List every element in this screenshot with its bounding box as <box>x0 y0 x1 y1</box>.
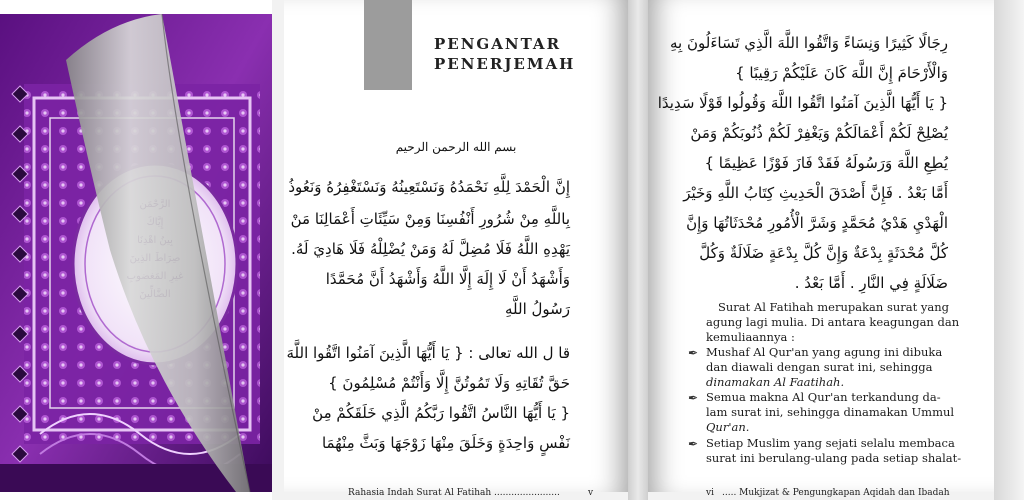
book-page-right[interactable] <box>648 0 994 498</box>
bullet-text-line: Qur'an. <box>706 420 750 434</box>
chapter-title-line1: PENGANTAR <box>434 35 562 53</box>
bullet-text-line: Semua makna Al Qur'an terkandung da- <box>706 390 941 404</box>
bullet-text-line: Mushaf Al Qur'an yang agung ini dibuka <box>706 345 943 359</box>
book-gutter <box>628 0 648 500</box>
arabic-line: وَأَشْهَدُ أَنْ لَا إِلَهَ إِلَّا اللَّهُ وَأَشْهَدُ أَنَّ مُحَمَّدًا <box>325 270 570 288</box>
quill-bullet-icon: ✒ <box>688 391 699 405</box>
quill-bullet-icon: ✒ <box>688 346 699 360</box>
bullet-text-line: Setiap Muslim yang sejati selalu membaca <box>706 436 955 450</box>
arabic-line: نَفْسٍ وَاحِدَةٍ وَخَلَقَ مِنْهَا زَوْجَهَا وَبَثَّ مِنْهُمَا <box>321 434 570 452</box>
bullet-text-line: dan diawali dengan surat ini, sehingga <box>706 360 933 374</box>
book-right-edge <box>994 0 1024 500</box>
chapter-title-line2: PENERJEMAH <box>434 55 576 73</box>
ebook-cover-page[interactable] <box>0 0 273 492</box>
arabic-line: كُلَّ مُحْدَثَةٍ بِدْعَةٌ وَإِنَّ كُلَّ بِدْعَةٍ ضَلَالَةٌ وَكُلَّ <box>699 244 948 262</box>
page-curl[interactable] <box>0 0 272 492</box>
body-text-line: kemuliaannya : <box>706 330 795 344</box>
arabic-line: بِاللَّهِ مِنْ شُرُورِ أَنْفُسِنَا وَمِنْ سَيِّئَاتِ أَعْمَالِنَا مَنْ <box>290 210 570 228</box>
bullet-text-line: lam surat ini, sehingga dinamakan Ummul <box>706 405 955 419</box>
page-number: v <box>588 488 594 498</box>
arabic-line: رِجَالًا كَثِيرًا وَنِسَاءً وَاتَّقُوا اللَّهَ الَّذِي تَسَاءَلُونَ بِهِ <box>670 34 948 52</box>
chapter-title-block <box>364 0 412 90</box>
chapter-title <box>434 34 575 74</box>
arabic-line: قا ل الله تعالى : { يَا أَيُّهَا الَّذِينَ آمَنُوا اتَّقُوا اللَّهَ <box>286 344 570 362</box>
page-footer-title: ..... Mukjizat & Pengungkapan Aqidah dan Ibadah <box>722 488 950 498</box>
arabic-line: رَسُولُ اللَّهِ <box>505 300 570 318</box>
open-book-spread <box>272 0 1024 500</box>
bullet-text-line: dinamakan Al Faatihah. <box>706 375 845 389</box>
arabic-line: الْهَدْيِ هَدْيُ مُحَمَّدٍ وَشَرَّ الْأُمُورِ مُحْدَثَاتُهَا وَإِنَّ <box>686 214 948 232</box>
arabic-line: ضَلَالَةٍ فِي النَّارِ . أَمَّا بَعْدُ . <box>794 274 948 292</box>
arabic-line: إِنَّ الْحَمْدَ لِلَّهِ نَحْمَدُهُ وَنَسْتَعِينُهُ وَنَسْتَغْفِرُهُ وَنَعُوذُ <box>288 178 570 196</box>
arabic-line: وَالْأَرْحَامَ إِنَّ اللَّهَ كَانَ عَلَيْكُمْ رَقِيبًا } <box>735 64 948 82</box>
arabic-line: يَهْدِهِ اللَّهُ فَلَا مُضِلَّ لَهُ وَمَنْ يُضْلِلْهُ فَلَا هَادِيَ لَهُ. <box>291 240 570 258</box>
arabic-line: { يَا أَيُّهَا الَّذِينَ آمَنُوا اتَّقُوا اللَّهَ وَقُولُوا قَوْلًا سَدِيدًا <box>657 94 948 112</box>
body-text-line: Surat Al Fatihah merupakan surat yang <box>718 300 950 314</box>
arabic-line: يُطِعِ اللَّهَ وَرَسُولَهُ فَقَدْ فَازَ فَوْزًا عَظِيمًا } <box>704 154 948 172</box>
arabic-line: أَمَّا بَعْدُ . فَإِنَّ أَصْدَقَ الْحَدِيثِ كِتَابُ اللَّهِ وَخَيْرَ <box>683 184 948 202</box>
arabic-line: حَقَّ تُقَاتِهِ وَلَا تَمُوتُنَّ إِلَّا وَأَنْتُمْ مُسْلِمُونَ } <box>328 374 570 392</box>
bullet-text-line: surat ini berulang-ulang pada setiap shalat- <box>706 451 962 465</box>
quill-bullet-icon: ✒ <box>688 437 699 451</box>
page-footer-title: Rahasia Indah Surat Al Fatihah ....................... <box>348 488 560 498</box>
bismillah-heading: بسم الله الرحمن الرحيم <box>395 140 517 154</box>
arabic-line: { يَا أَيُّهَا النَّاسُ اتَّقُوا رَبَّكُمُ الَّذِي خَلَقَكُمْ مِنْ <box>312 404 570 422</box>
page-number: vi <box>706 488 714 498</box>
book-page-left[interactable] <box>284 0 628 498</box>
body-text-line: agung lagi mulia. Di antara keagungan dan <box>706 315 960 329</box>
arabic-line: يُصْلِحْ لَكُمْ أَعْمَالَكُمْ وَيَغْفِرْ لَكُمْ ذُنُوبَكُمْ وَمَنْ <box>690 124 948 142</box>
